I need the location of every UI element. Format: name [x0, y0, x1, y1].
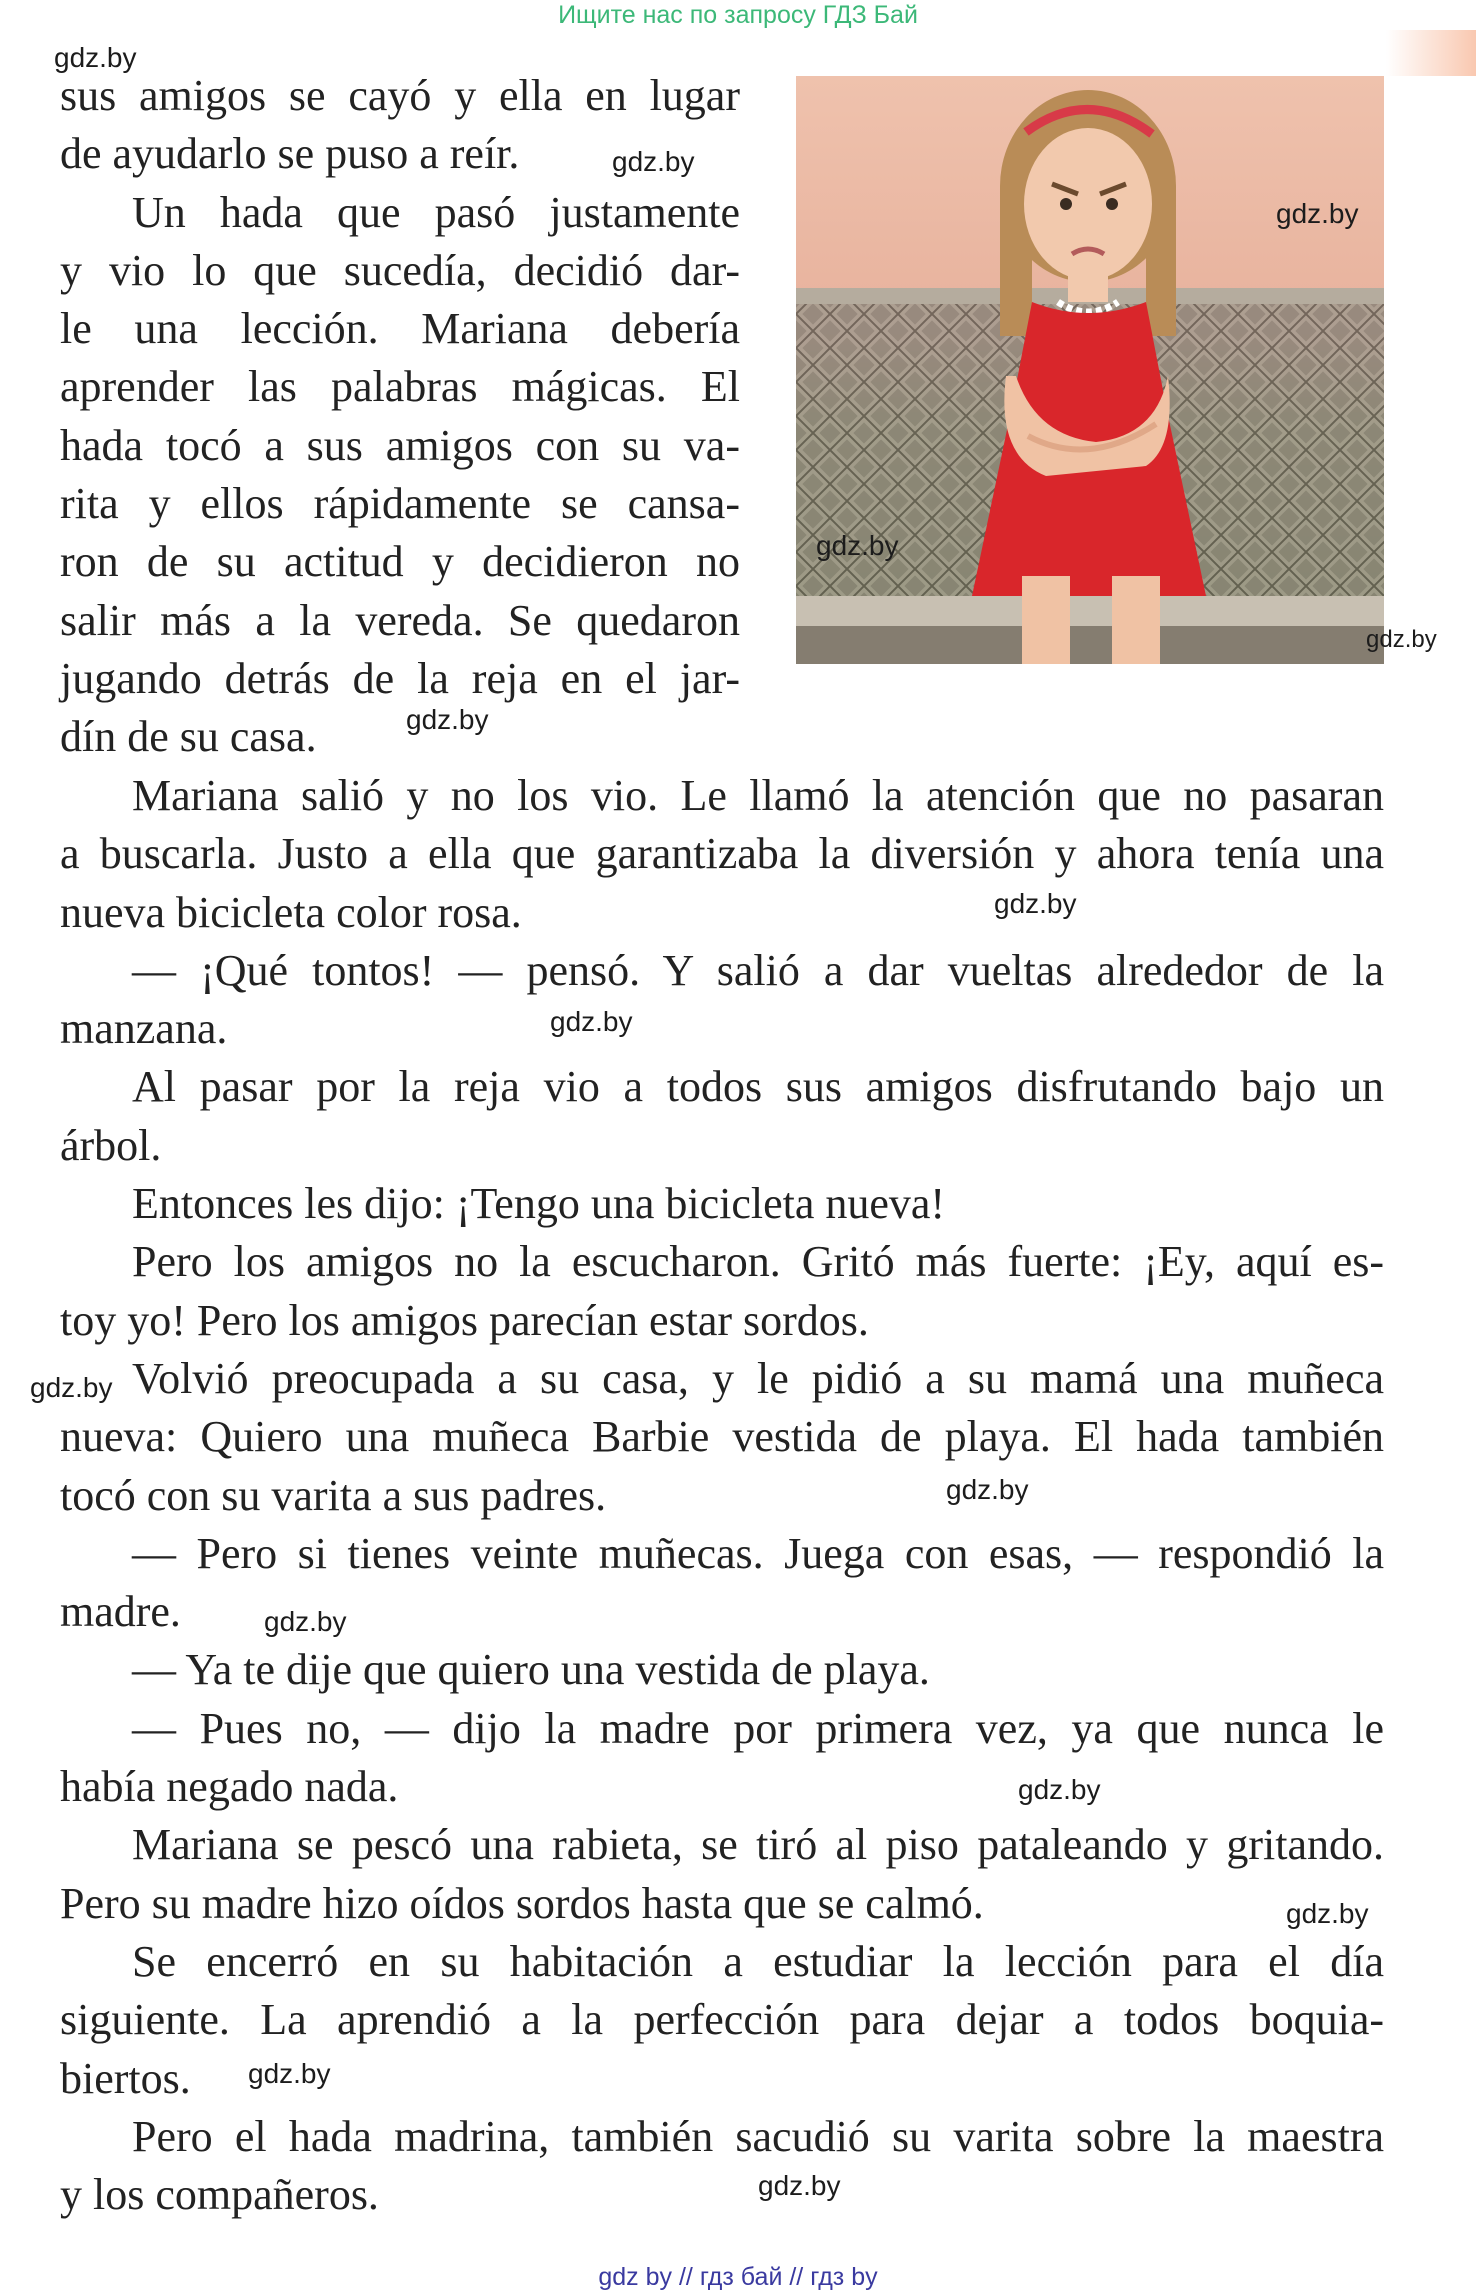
- text-line: — Pues no, — dijo la madre por primera vez, ya que nunca le: [132, 1703, 1384, 1753]
- text-line: manzana.: [60, 1004, 228, 1054]
- watermark: gdz.by: [248, 2058, 331, 2089]
- watermark: gdz.by: [758, 2170, 841, 2201]
- watermark: gdz.by: [406, 704, 489, 735]
- text-line: biertos.: [60, 2053, 191, 2103]
- watermark: gdz.by: [612, 146, 695, 177]
- top-banner[interactable]: Ищите нас по запросу ГДЗ Бай: [558, 1, 918, 29]
- text-line: jugando detrás de la reja en el jar-: [60, 653, 740, 703]
- corner-tab-decoration: [1386, 30, 1476, 76]
- watermark: gdz.by: [1276, 198, 1359, 229]
- text-line: a buscarla. Justo a ella que garantizaba la diversión y ahora tenía una: [60, 829, 1384, 879]
- girl-on-bench-picture: [796, 76, 1384, 664]
- text-line: Volvió preocupada a su casa, y le pidió a su mamá una muñeca: [132, 1353, 1384, 1403]
- text-line: tocó con su varita a sus padres.: [60, 1470, 607, 1520]
- text-line: rita y ellos rápidamente se cansa-: [60, 479, 740, 529]
- text-line: nueva: Quiero una muñeca Barbie vestida de playa. El hada también: [60, 1412, 1384, 1462]
- text-line: Pero los amigos no la escucharon. Gritó más fuerte: ¡Ey, aquí es-: [132, 1237, 1384, 1287]
- watermark: gdz.by: [54, 42, 137, 73]
- watermark: gdz.by: [994, 888, 1077, 919]
- watermark: gdz.by: [550, 1006, 633, 1037]
- text-line: — Pero si tienes veinte muñecas. Juega con esas, — respondió la: [132, 1528, 1384, 1578]
- text-line: árbol.: [60, 1120, 162, 1170]
- watermark: gdz.by: [264, 1606, 347, 1637]
- text-line: aprender las palabras mágicas. El: [60, 362, 740, 412]
- text-line: y vio lo que sucedía, decidió dar-: [60, 245, 740, 295]
- watermark: gdz.by: [30, 1372, 113, 1403]
- text-line: Al pasar por la reja vio a todos sus amigos disfrutando bajo un: [132, 1062, 1384, 1112]
- text-line: sus amigos se cayó y ella en lugar: [60, 71, 740, 120]
- text-line: ron de su actitud y decidieron no: [60, 537, 740, 587]
- text-line: — ¡Qué tontos! — pensó. Y salió a dar vueltas alrededor de la: [132, 945, 1384, 995]
- text-line: siguiente. La aprendió a la perfección para dejar a todos boquia-: [60, 1995, 1384, 2045]
- watermark: gdz.by: [816, 530, 899, 561]
- text-line: — Ya te dije que quiero una vestida de playa.: [132, 1645, 930, 1695]
- text-line: Mariana se pescó una rabieta, se tiró al piso pataleando y gritando.: [132, 1820, 1384, 1870]
- text-line: de ayudarlo se puso a reír.: [60, 129, 520, 179]
- text-line: toy yo! Pero los amigos parecían estar sordos.: [60, 1295, 869, 1345]
- footer-links[interactable]: gdz by // гдз бай // гдз by: [598, 2263, 878, 2291]
- watermark: gdz.by: [1018, 1774, 1101, 1805]
- text-line: Un hada que pasó justamente: [132, 187, 740, 237]
- text-line: madre.: [60, 1587, 181, 1637]
- text-line: nueva bicicleta color rosa.: [60, 887, 522, 937]
- text-line: hada tocó a sus amigos con su va-: [60, 420, 740, 470]
- text-line: Pero su madre hizo oídos sordos hasta que se calmó.: [60, 1878, 984, 1928]
- story-illustration: [796, 76, 1384, 664]
- watermark: gdz.by: [1286, 1898, 1369, 1929]
- watermark: gdz.by: [946, 1474, 1029, 1505]
- text-line: Mariana salió y no los vio. Le llamó la atención que no pasaran: [132, 771, 1384, 820]
- text-line: Entonces les dijo: ¡Tengo una bicicleta nueva!: [132, 1179, 946, 1229]
- text-line: Pero el hada madrina, también sacudió su varita sobre la maestra: [132, 2111, 1384, 2161]
- text-line: Se encerró en su habitación a estudiar la lección para el día: [132, 1936, 1384, 1986]
- text-line: dín de su casa.: [60, 712, 317, 762]
- watermark: gdz.by: [1366, 626, 1437, 653]
- text-line: había negado nada.: [60, 1762, 399, 1812]
- text-line: y los compañeros.: [60, 2170, 379, 2220]
- text-column-full: [60, 767, 1384, 2224]
- text-line: le una lección. Mariana debería: [60, 304, 740, 354]
- text-line: salir más a la vereda. Se quedaron: [60, 595, 740, 645]
